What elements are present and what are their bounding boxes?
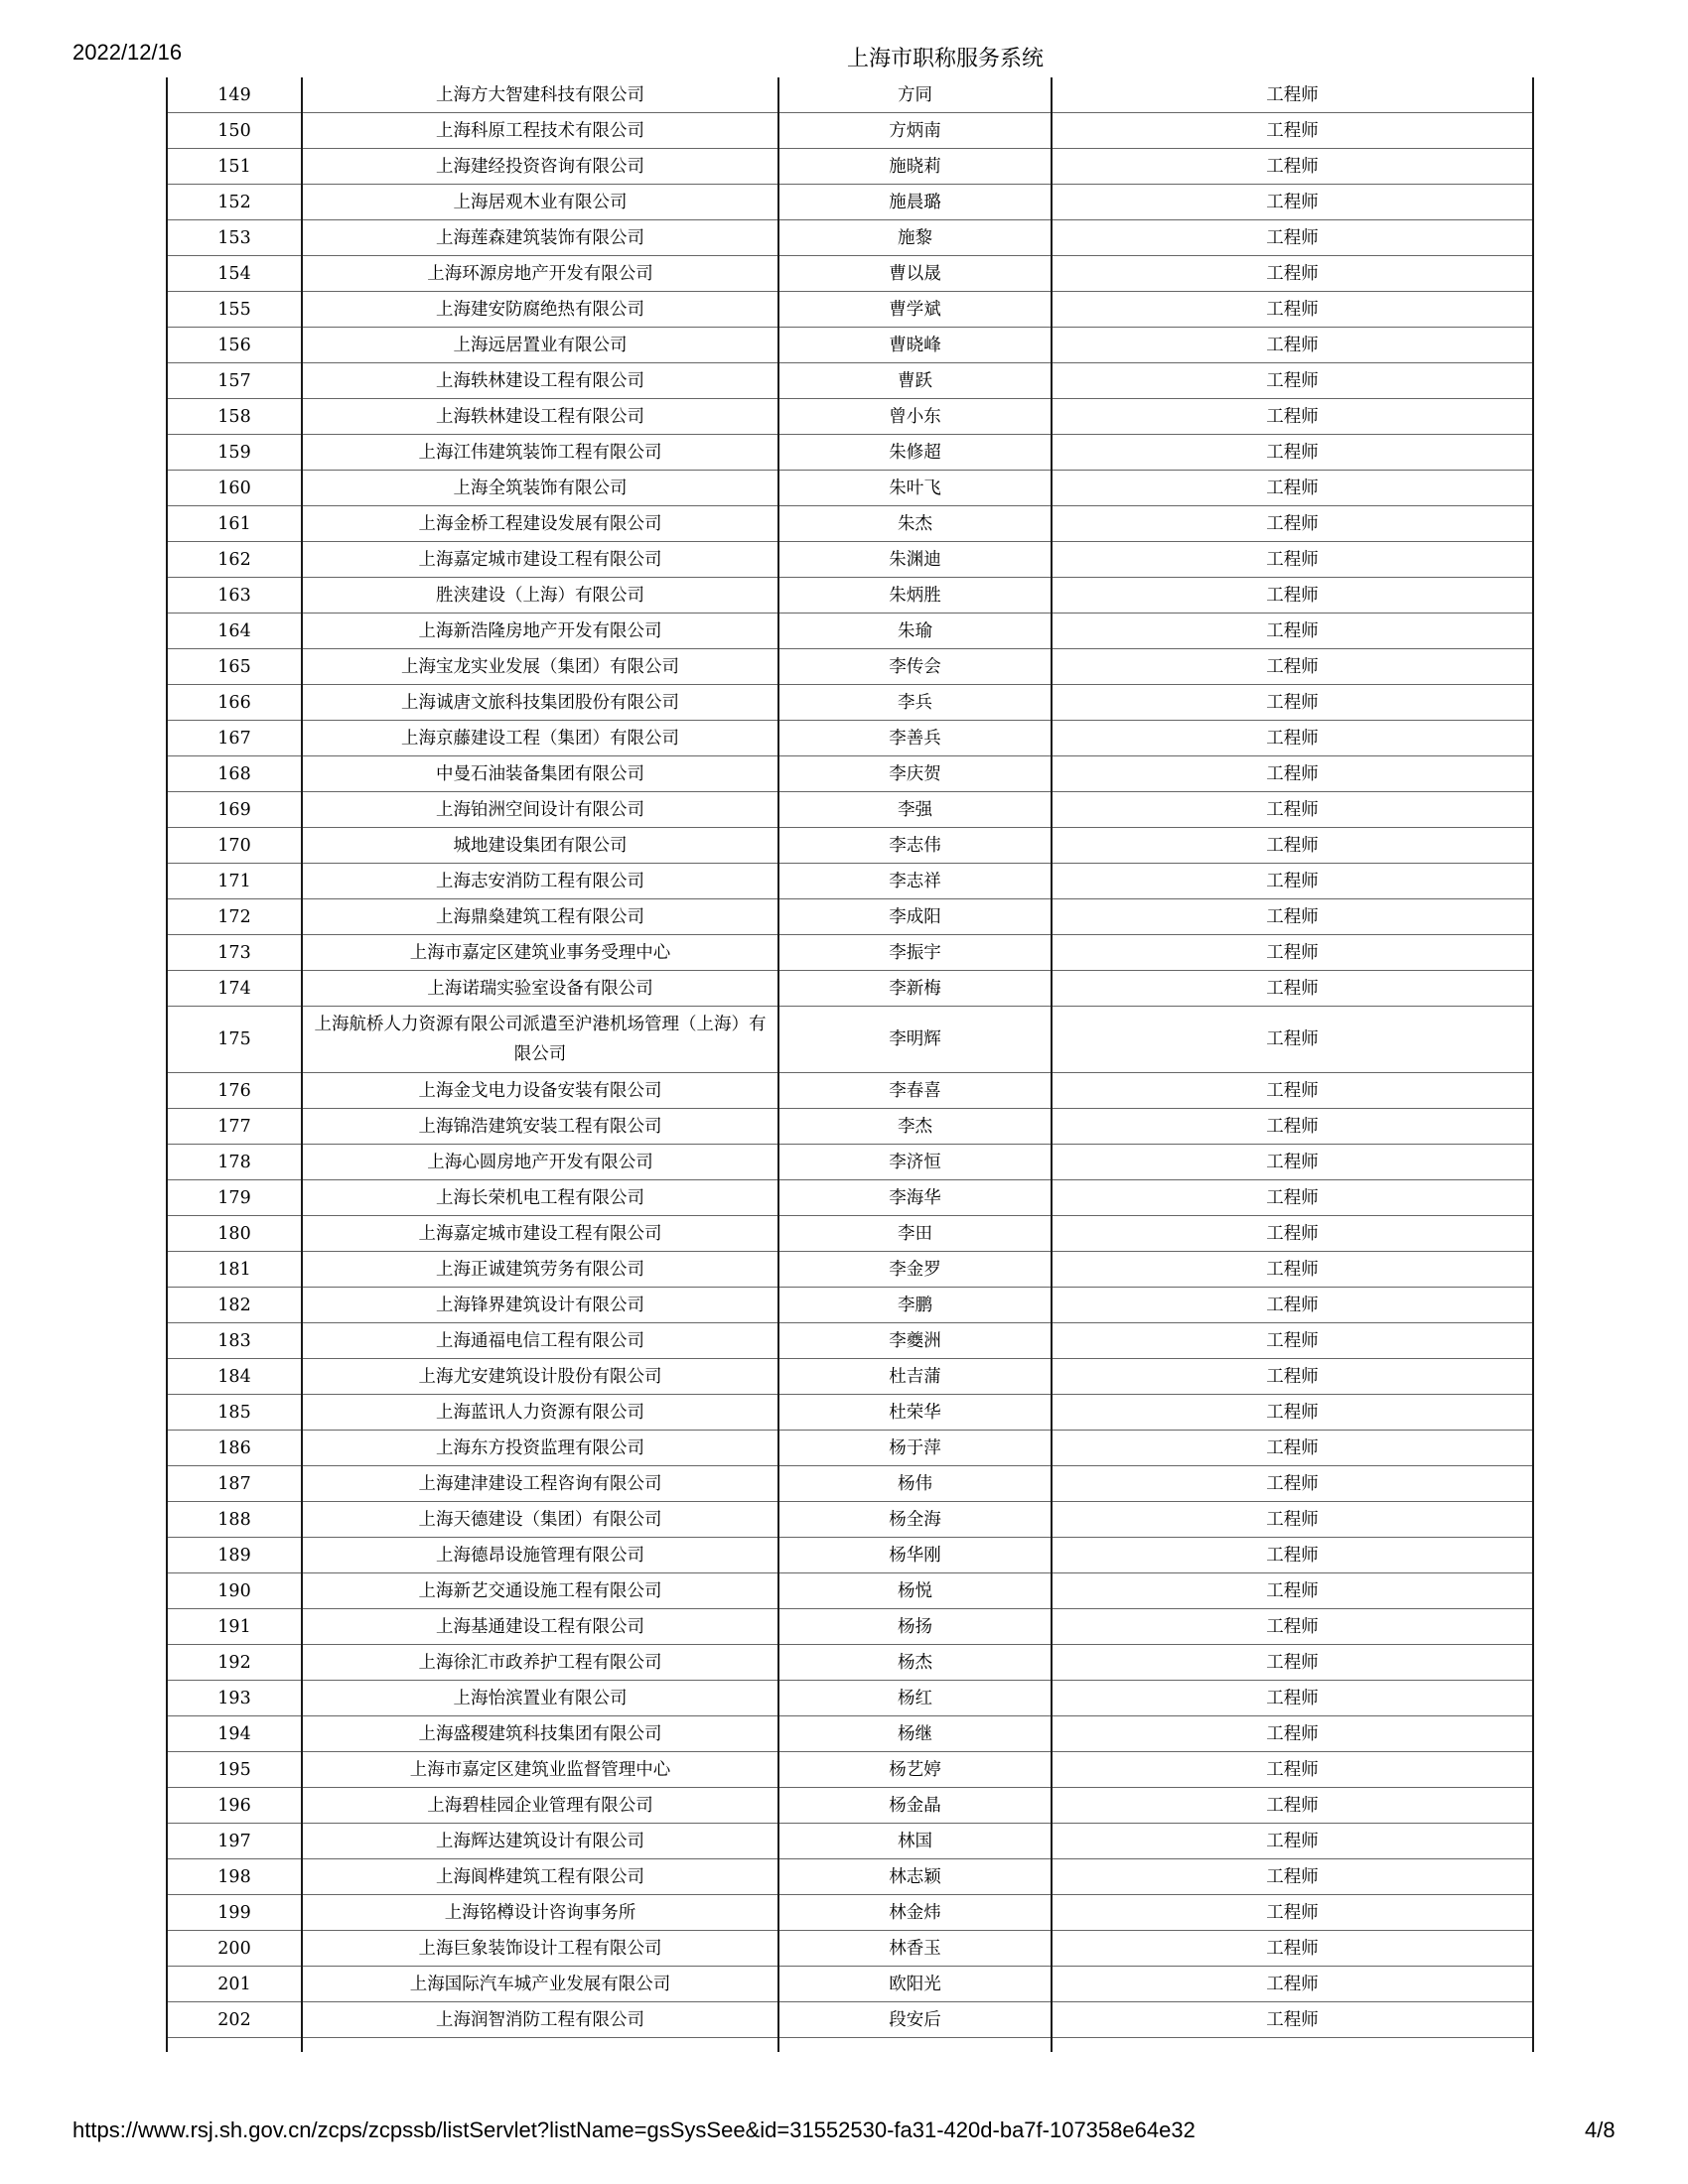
table-row bbox=[167, 1359, 1533, 1395]
table-row bbox=[167, 828, 1533, 864]
row-number-cell: 153 bbox=[167, 220, 302, 256]
company-cell: 上海徐汇市政养护工程有限公司 bbox=[302, 1645, 778, 1681]
job-title-cell: 工程师 bbox=[1052, 1395, 1533, 1431]
job-title-cell: 工程师 bbox=[1052, 864, 1533, 899]
job-title-cell: 工程师 bbox=[1052, 1752, 1533, 1788]
empty-cell bbox=[302, 2038, 778, 2053]
row-number-cell: 186 bbox=[167, 1431, 302, 1466]
person-name-cell: 林国 bbox=[778, 1824, 1052, 1859]
company-cell: 上海铂洲空间设计有限公司 bbox=[302, 792, 778, 828]
job-title-cell: 工程师 bbox=[1052, 1359, 1533, 1395]
row-number-cell: 178 bbox=[167, 1145, 302, 1180]
person-name-cell: 李强 bbox=[778, 792, 1052, 828]
person-name-cell: 杨继 bbox=[778, 1716, 1052, 1752]
row-number-cell: 185 bbox=[167, 1395, 302, 1431]
row-number-cell: 184 bbox=[167, 1359, 302, 1395]
row-number-cell: 172 bbox=[167, 899, 302, 935]
person-name-cell: 李新梅 bbox=[778, 971, 1052, 1007]
job-title-cell: 工程师 bbox=[1052, 399, 1533, 435]
table-row bbox=[167, 471, 1533, 506]
company-cell: 上海方大智建科技有限公司 bbox=[302, 77, 778, 113]
company-cell: 上海宝龙实业发展（集团）有限公司 bbox=[302, 649, 778, 685]
table-row bbox=[167, 1895, 1533, 1931]
job-title-cell: 工程师 bbox=[1052, 614, 1533, 649]
job-title-cell: 工程师 bbox=[1052, 292, 1533, 328]
page-title: 上海市职称服务系统 bbox=[846, 47, 1044, 71]
table-row bbox=[167, 614, 1533, 649]
job-title-cell: 工程师 bbox=[1052, 685, 1533, 721]
table-row bbox=[167, 149, 1533, 185]
person-name-cell: 李济恒 bbox=[778, 1145, 1052, 1180]
table-row bbox=[167, 1967, 1533, 2002]
person-name-cell: 李庆贺 bbox=[778, 756, 1052, 792]
row-number-cell: 171 bbox=[167, 864, 302, 899]
table-row bbox=[167, 1502, 1533, 1538]
person-name-cell: 李成阳 bbox=[778, 899, 1052, 935]
person-name-cell: 杨红 bbox=[778, 1681, 1052, 1716]
table-row bbox=[167, 220, 1533, 256]
job-title-cell: 工程师 bbox=[1052, 721, 1533, 756]
company-cell: 上海蓝讯人力资源有限公司 bbox=[302, 1395, 778, 1431]
job-title-cell: 工程师 bbox=[1052, 1502, 1533, 1538]
company-cell: 上海诺瑞实验室设备有限公司 bbox=[302, 971, 778, 1007]
job-title-cell: 工程师 bbox=[1052, 435, 1533, 471]
row-number-cell: 160 bbox=[167, 471, 302, 506]
job-title-cell: 工程师 bbox=[1052, 77, 1533, 113]
table-row bbox=[167, 77, 1533, 113]
company-cell: 上海基通建设工程有限公司 bbox=[302, 1609, 778, 1645]
table-row bbox=[167, 1288, 1533, 1323]
company-cell: 上海轶林建设工程有限公司 bbox=[302, 399, 778, 435]
table-row bbox=[167, 1716, 1533, 1752]
table-row bbox=[167, 721, 1533, 756]
person-name-cell: 施晓莉 bbox=[778, 149, 1052, 185]
row-number-cell: 155 bbox=[167, 292, 302, 328]
page-number: 4/8 bbox=[1585, 2117, 1616, 2142]
table-row bbox=[167, 756, 1533, 792]
source-url: https://www.rsj.sh.gov.cn/zcps/zcpssb/listServlet?listName=gsSysSee&id=31552530-fa31-420d-ba7f-107358e64e32 bbox=[72, 2117, 1196, 2142]
job-title-cell: 工程师 bbox=[1052, 1073, 1533, 1109]
table-row bbox=[167, 1109, 1533, 1145]
company-cell: 上海德昂设施管理有限公司 bbox=[302, 1538, 778, 1573]
job-title-cell: 工程师 bbox=[1052, 1431, 1533, 1466]
row-number-cell: 167 bbox=[167, 721, 302, 756]
row-number-cell: 161 bbox=[167, 506, 302, 542]
company-cell: 上海环源房地产开发有限公司 bbox=[302, 256, 778, 292]
job-title-cell: 工程师 bbox=[1052, 149, 1533, 185]
job-title-cell: 工程师 bbox=[1052, 1323, 1533, 1359]
company-cell: 上海阆桦建筑工程有限公司 bbox=[302, 1859, 778, 1895]
person-name-cell: 朱修超 bbox=[778, 435, 1052, 471]
company-cell: 上海润智消防工程有限公司 bbox=[302, 2002, 778, 2038]
company-cell: 上海国际汽车城产业发展有限公司 bbox=[302, 1967, 778, 2002]
job-title-cell: 工程师 bbox=[1052, 899, 1533, 935]
company-cell: 上海正诚建筑劳务有限公司 bbox=[302, 1252, 778, 1288]
job-title-cell: 工程师 bbox=[1052, 1007, 1533, 1073]
person-name-cell: 杜荣华 bbox=[778, 1395, 1052, 1431]
person-name-cell: 施晨璐 bbox=[778, 185, 1052, 220]
row-number-cell: 188 bbox=[167, 1502, 302, 1538]
job-title-cell: 工程师 bbox=[1052, 1681, 1533, 1716]
row-number-cell: 189 bbox=[167, 1538, 302, 1573]
person-name-cell: 李金罗 bbox=[778, 1252, 1052, 1288]
person-name-cell: 施黎 bbox=[778, 220, 1052, 256]
person-name-cell: 李志祥 bbox=[778, 864, 1052, 899]
person-name-cell: 杨于萍 bbox=[778, 1431, 1052, 1466]
job-title-cell: 工程师 bbox=[1052, 1573, 1533, 1609]
table-row bbox=[167, 1859, 1533, 1895]
registry-table bbox=[166, 77, 1534, 2052]
company-cell: 上海志安消防工程有限公司 bbox=[302, 864, 778, 899]
person-name-cell: 李夔洲 bbox=[778, 1323, 1052, 1359]
company-cell: 上海轶林建设工程有限公司 bbox=[302, 363, 778, 399]
row-number-cell: 173 bbox=[167, 935, 302, 971]
company-cell: 上海金桥工程建设发展有限公司 bbox=[302, 506, 778, 542]
person-name-cell: 朱瑜 bbox=[778, 614, 1052, 649]
table-row bbox=[167, 328, 1533, 363]
job-title-cell: 工程师 bbox=[1052, 1788, 1533, 1824]
company-cell: 上海建津建设工程咨询有限公司 bbox=[302, 1466, 778, 1502]
job-title-cell: 工程师 bbox=[1052, 113, 1533, 149]
table-row bbox=[167, 1145, 1533, 1180]
person-name-cell: 朱渊迪 bbox=[778, 542, 1052, 578]
table-row bbox=[167, 1323, 1533, 1359]
person-name-cell: 林志颖 bbox=[778, 1859, 1052, 1895]
company-cell: 上海全筑装饰有限公司 bbox=[302, 471, 778, 506]
table-row bbox=[167, 1788, 1533, 1824]
person-name-cell: 李兵 bbox=[778, 685, 1052, 721]
row-number-cell: 175 bbox=[167, 1007, 302, 1073]
table-row bbox=[167, 1007, 1533, 1073]
row-number-cell: 162 bbox=[167, 542, 302, 578]
person-name-cell: 杨杰 bbox=[778, 1645, 1052, 1681]
person-name-cell: 李杰 bbox=[778, 1109, 1052, 1145]
person-name-cell: 方同 bbox=[778, 77, 1052, 113]
table-row bbox=[167, 1538, 1533, 1573]
job-title-cell: 工程师 bbox=[1052, 971, 1533, 1007]
row-number-cell: 194 bbox=[167, 1716, 302, 1752]
job-title-cell: 工程师 bbox=[1052, 256, 1533, 292]
row-number-cell: 190 bbox=[167, 1573, 302, 1609]
row-number-cell: 157 bbox=[167, 363, 302, 399]
person-name-cell: 杨全海 bbox=[778, 1502, 1052, 1538]
company-cell: 上海锦浩建筑安装工程有限公司 bbox=[302, 1109, 778, 1145]
company-cell: 上海锋界建筑设计有限公司 bbox=[302, 1288, 778, 1323]
row-number-cell: 193 bbox=[167, 1681, 302, 1716]
company-cell: 上海建经投资咨询有限公司 bbox=[302, 149, 778, 185]
table-row bbox=[167, 1466, 1533, 1502]
job-title-cell: 工程师 bbox=[1052, 185, 1533, 220]
person-name-cell: 李田 bbox=[778, 1216, 1052, 1252]
company-cell: 上海金戈电力设备安装有限公司 bbox=[302, 1073, 778, 1109]
row-number-cell: 166 bbox=[167, 685, 302, 721]
job-title-cell: 工程师 bbox=[1052, 1716, 1533, 1752]
person-name-cell: 林金炜 bbox=[778, 1895, 1052, 1931]
empty-cell bbox=[778, 2038, 1052, 2053]
table-row bbox=[167, 792, 1533, 828]
table-row bbox=[167, 435, 1533, 471]
company-cell: 上海莲森建筑装饰有限公司 bbox=[302, 220, 778, 256]
table-row bbox=[167, 1073, 1533, 1109]
job-title-cell: 工程师 bbox=[1052, 1180, 1533, 1216]
company-cell: 上海通福电信工程有限公司 bbox=[302, 1323, 778, 1359]
row-number-cell: 158 bbox=[167, 399, 302, 435]
job-title-cell: 工程师 bbox=[1052, 2002, 1533, 2038]
company-cell: 上海心圆房地产开发有限公司 bbox=[302, 1145, 778, 1180]
row-number-cell: 149 bbox=[167, 77, 302, 113]
table-row bbox=[167, 256, 1533, 292]
person-name-cell: 曾小东 bbox=[778, 399, 1052, 435]
continued-row-stub bbox=[167, 2038, 1533, 2053]
job-title-cell: 工程师 bbox=[1052, 1466, 1533, 1502]
company-cell: 上海铭樽设计咨询事务所 bbox=[302, 1895, 778, 1931]
table-row bbox=[167, 506, 1533, 542]
row-number-cell: 201 bbox=[167, 1967, 302, 2002]
job-title-cell: 工程师 bbox=[1052, 1895, 1533, 1931]
table-row bbox=[167, 899, 1533, 935]
row-number-cell: 150 bbox=[167, 113, 302, 149]
person-name-cell: 杨金晶 bbox=[778, 1788, 1052, 1824]
company-cell: 中曼石油装备集团有限公司 bbox=[302, 756, 778, 792]
job-title-cell: 工程师 bbox=[1052, 1216, 1533, 1252]
person-name-cell: 欧阳光 bbox=[778, 1967, 1052, 2002]
row-number-cell: 180 bbox=[167, 1216, 302, 1252]
empty-cell bbox=[1052, 2038, 1533, 2053]
job-title-cell: 工程师 bbox=[1052, 828, 1533, 864]
row-number-cell: 164 bbox=[167, 614, 302, 649]
job-title-cell: 工程师 bbox=[1052, 1252, 1533, 1288]
job-title-cell: 工程师 bbox=[1052, 506, 1533, 542]
row-number-cell: 187 bbox=[167, 1466, 302, 1502]
row-number-cell: 202 bbox=[167, 2002, 302, 2038]
company-cell: 上海江伟建筑装饰工程有限公司 bbox=[302, 435, 778, 471]
company-cell: 上海盛稷建筑科技集团有限公司 bbox=[302, 1716, 778, 1752]
table-row bbox=[167, 971, 1533, 1007]
company-cell: 上海嘉定城市建设工程有限公司 bbox=[302, 542, 778, 578]
company-cell: 上海长荣机电工程有限公司 bbox=[302, 1180, 778, 1216]
person-name-cell: 曹晓峰 bbox=[778, 328, 1052, 363]
company-cell: 上海市嘉定区建筑业事务受理中心 bbox=[302, 935, 778, 971]
company-cell: 上海航桥人力资源有限公司派遣至沪港机场管理（上海）有限公司 bbox=[302, 1007, 778, 1073]
person-name-cell: 李传会 bbox=[778, 649, 1052, 685]
company-cell: 上海东方投资监理有限公司 bbox=[302, 1431, 778, 1466]
job-title-cell: 工程师 bbox=[1052, 1931, 1533, 1967]
table-row bbox=[167, 542, 1533, 578]
row-number-cell: 156 bbox=[167, 328, 302, 363]
row-number-cell: 198 bbox=[167, 1859, 302, 1895]
row-number-cell: 152 bbox=[167, 185, 302, 220]
row-number-cell: 199 bbox=[167, 1895, 302, 1931]
company-cell: 上海京藤建设工程（集团）有限公司 bbox=[302, 721, 778, 756]
company-cell: 上海天德建设（集团）有限公司 bbox=[302, 1502, 778, 1538]
company-cell: 上海怡滨置业有限公司 bbox=[302, 1681, 778, 1716]
person-name-cell: 李鹏 bbox=[778, 1288, 1052, 1323]
job-title-cell: 工程师 bbox=[1052, 220, 1533, 256]
person-name-cell: 杨悦 bbox=[778, 1573, 1052, 1609]
company-cell: 上海尤安建筑设计股份有限公司 bbox=[302, 1359, 778, 1395]
person-name-cell: 林香玉 bbox=[778, 1931, 1052, 1967]
person-name-cell: 李明辉 bbox=[778, 1007, 1052, 1073]
company-cell: 上海科原工程技术有限公司 bbox=[302, 113, 778, 149]
row-number-cell: 159 bbox=[167, 435, 302, 471]
person-name-cell: 段安后 bbox=[778, 2002, 1052, 2038]
table-row bbox=[167, 1216, 1533, 1252]
table-row bbox=[167, 578, 1533, 614]
job-title-cell: 工程师 bbox=[1052, 935, 1533, 971]
table-row bbox=[167, 185, 1533, 220]
company-cell: 上海建安防腐绝热有限公司 bbox=[302, 292, 778, 328]
job-title-cell: 工程师 bbox=[1052, 1109, 1533, 1145]
job-title-cell: 工程师 bbox=[1052, 1645, 1533, 1681]
company-cell: 上海鼎燊建筑工程有限公司 bbox=[302, 899, 778, 935]
job-title-cell: 工程师 bbox=[1052, 1859, 1533, 1895]
person-name-cell: 朱杰 bbox=[778, 506, 1052, 542]
person-name-cell: 杨伟 bbox=[778, 1466, 1052, 1502]
company-cell: 上海新艺交通设施工程有限公司 bbox=[302, 1573, 778, 1609]
row-number-cell: 182 bbox=[167, 1288, 302, 1323]
company-cell: 胜浃建设（上海）有限公司 bbox=[302, 578, 778, 614]
company-cell: 上海居观木业有限公司 bbox=[302, 185, 778, 220]
job-title-cell: 工程师 bbox=[1052, 363, 1533, 399]
table-row bbox=[167, 1931, 1533, 1967]
row-number-cell: 151 bbox=[167, 149, 302, 185]
table-row bbox=[167, 935, 1533, 971]
job-title-cell: 工程师 bbox=[1052, 1538, 1533, 1573]
company-cell: 上海巨象装饰设计工程有限公司 bbox=[302, 1931, 778, 1967]
person-name-cell: 杨华刚 bbox=[778, 1538, 1052, 1573]
person-name-cell: 方炳南 bbox=[778, 113, 1052, 149]
row-number-cell: 168 bbox=[167, 756, 302, 792]
company-cell: 上海辉达建筑设计有限公司 bbox=[302, 1824, 778, 1859]
row-number-cell: 177 bbox=[167, 1109, 302, 1145]
row-number-cell: 192 bbox=[167, 1645, 302, 1681]
row-number-cell: 181 bbox=[167, 1252, 302, 1288]
company-cell: 上海新浩隆房地产开发有限公司 bbox=[302, 614, 778, 649]
row-number-cell: 197 bbox=[167, 1824, 302, 1859]
job-title-cell: 工程师 bbox=[1052, 1824, 1533, 1859]
person-name-cell: 曹学斌 bbox=[778, 292, 1052, 328]
company-cell: 上海碧桂园企业管理有限公司 bbox=[302, 1788, 778, 1824]
table-row bbox=[167, 399, 1533, 435]
table-row bbox=[167, 1645, 1533, 1681]
table-row bbox=[167, 2002, 1533, 2038]
table-row bbox=[167, 1252, 1533, 1288]
person-name-cell: 朱炳胜 bbox=[778, 578, 1052, 614]
company-cell: 上海远居置业有限公司 bbox=[302, 328, 778, 363]
row-number-cell: 183 bbox=[167, 1323, 302, 1359]
table-row bbox=[167, 1824, 1533, 1859]
row-number-cell: 179 bbox=[167, 1180, 302, 1216]
job-title-cell: 工程师 bbox=[1052, 792, 1533, 828]
company-cell: 城地建设集团有限公司 bbox=[302, 828, 778, 864]
table-row bbox=[167, 1609, 1533, 1645]
row-number-cell: 191 bbox=[167, 1609, 302, 1645]
job-title-cell: 工程师 bbox=[1052, 471, 1533, 506]
table-row bbox=[167, 649, 1533, 685]
row-number-cell: 195 bbox=[167, 1752, 302, 1788]
row-number-cell: 169 bbox=[167, 792, 302, 828]
table-row bbox=[167, 864, 1533, 899]
table-row bbox=[167, 1752, 1533, 1788]
row-number-cell: 163 bbox=[167, 578, 302, 614]
table-row bbox=[167, 685, 1533, 721]
job-title-cell: 工程师 bbox=[1052, 649, 1533, 685]
job-title-cell: 工程师 bbox=[1052, 578, 1533, 614]
row-number-cell: 154 bbox=[167, 256, 302, 292]
job-title-cell: 工程师 bbox=[1052, 1145, 1533, 1180]
row-number-cell: 165 bbox=[167, 649, 302, 685]
table-row bbox=[167, 1573, 1533, 1609]
row-number-cell: 176 bbox=[167, 1073, 302, 1109]
company-cell: 上海诚唐文旅科技集团股份有限公司 bbox=[302, 685, 778, 721]
person-name-cell: 李志伟 bbox=[778, 828, 1052, 864]
table-row bbox=[167, 292, 1533, 328]
table-row bbox=[167, 1431, 1533, 1466]
print-date: 2022/12/16 bbox=[72, 40, 183, 65]
job-title-cell: 工程师 bbox=[1052, 1288, 1533, 1323]
table-row bbox=[167, 363, 1533, 399]
empty-cell bbox=[167, 2038, 302, 2053]
person-name-cell: 李海华 bbox=[778, 1180, 1052, 1216]
person-name-cell: 曹跃 bbox=[778, 363, 1052, 399]
person-name-cell: 杨艺婷 bbox=[778, 1752, 1052, 1788]
person-name-cell: 杜吉蒲 bbox=[778, 1359, 1052, 1395]
table-row bbox=[167, 1180, 1533, 1216]
company-cell: 上海市嘉定区建筑业监督管理中心 bbox=[302, 1752, 778, 1788]
person-name-cell: 杨扬 bbox=[778, 1609, 1052, 1645]
row-number-cell: 170 bbox=[167, 828, 302, 864]
job-title-cell: 工程师 bbox=[1052, 1609, 1533, 1645]
person-name-cell: 李春喜 bbox=[778, 1073, 1052, 1109]
row-number-cell: 200 bbox=[167, 1931, 302, 1967]
person-name-cell: 李善兵 bbox=[778, 721, 1052, 756]
row-number-cell: 174 bbox=[167, 971, 302, 1007]
job-title-cell: 工程师 bbox=[1052, 328, 1533, 363]
person-name-cell: 朱叶飞 bbox=[778, 471, 1052, 506]
row-number-cell: 196 bbox=[167, 1788, 302, 1824]
job-title-cell: 工程师 bbox=[1052, 1967, 1533, 2002]
person-name-cell: 曹以晟 bbox=[778, 256, 1052, 292]
registry-table-body bbox=[167, 77, 1533, 2052]
table-row bbox=[167, 113, 1533, 149]
job-title-cell: 工程师 bbox=[1052, 542, 1533, 578]
company-cell: 上海嘉定城市建设工程有限公司 bbox=[302, 1216, 778, 1252]
table-row bbox=[167, 1395, 1533, 1431]
job-title-cell: 工程师 bbox=[1052, 756, 1533, 792]
table-row bbox=[167, 1681, 1533, 1716]
person-name-cell: 李振宇 bbox=[778, 935, 1052, 971]
